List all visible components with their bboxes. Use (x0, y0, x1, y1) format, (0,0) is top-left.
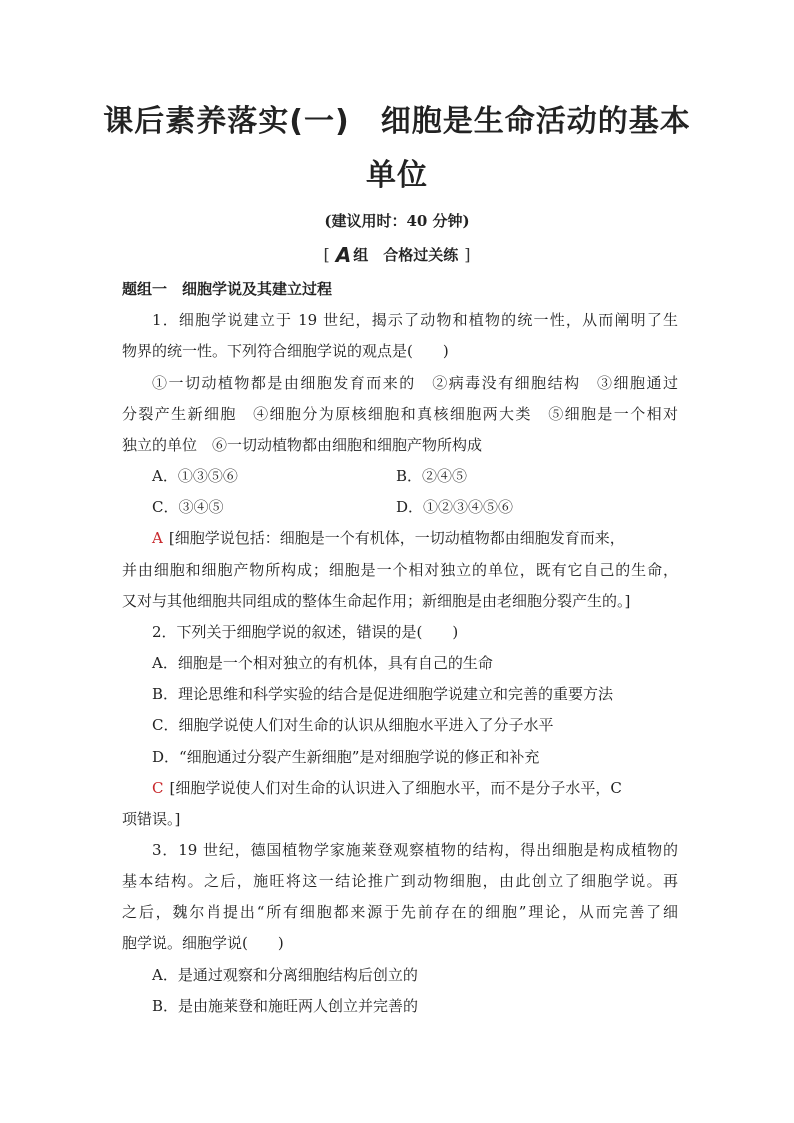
q1-statements-line2: 分裂产生新细胞 ④细胞分为原核细胞和真核细胞两大类 ⑤细胞是一个相对 (122, 405, 678, 423)
suggested-time: (建议用时：40 分钟) (324, 212, 470, 230)
q1-statements-line1: ①一切动植物都是由细胞发育而来的 ②病毒没有细胞结构 ③细胞通过 (152, 374, 678, 392)
q3-option-a: A．是通过观察和分离细胞结构后创立的 (152, 966, 418, 984)
q1-explanation-line3: 又对与其他细胞共同组成的整体生命起作用；新细胞是由老细胞分裂产生的。] (122, 592, 631, 610)
q1-stem-line1: 1．细胞学说建立于 19 世纪，揭示了动物和植物的统一性，从而阐明了生 (152, 311, 678, 329)
group-a-badge: A (335, 243, 352, 267)
group-heading (0, 243, 794, 267)
q1-explanation-line1 (152, 528, 678, 548)
q1-explanation-line2: 并由细胞和细胞产物所构成；细胞是一个相对独立的单位，既有它自己的生命， (122, 561, 678, 579)
section-heading: 题组一 细胞学说及其建立过程 (122, 280, 333, 298)
group-bracket-close: ] (464, 245, 471, 264)
q1-statements-line3: 独立的单位 ⑥一切动植物都由细胞和细胞产物所构成 (122, 436, 483, 454)
q3-option-b: B．是由施莱登和施旺两人创立并完善的 (152, 997, 419, 1015)
q2-explanation-text: [细胞学说使人们对生命的认识进入了细胞水平，而不是分子水平，C (169, 779, 622, 797)
group-label: 组 合格过关练 (353, 246, 459, 264)
q2-explanation-line2: 项错误。] (122, 810, 181, 828)
q2-option-a: A．细胞是一个相对独立的有机体，具有自己的生命 (152, 654, 493, 672)
q3-stem-line2: 基本结构。之后，施旺将这一结论推广到动物细胞，由此创立了细胞学说。再 (122, 872, 678, 890)
q1-answer: A (152, 529, 163, 547)
q2-option-d: D．“细胞通过分裂产生新细胞”是对细胞学说的修正和补充 (152, 748, 540, 766)
q1-stem-line2: 物界的统一性。下列符合细胞学说的观点是( ) (122, 342, 449, 360)
q3-stem-line1: 3．19 世纪，德国植物学家施莱登观察植物的结构，得出细胞是构成植物的 (152, 841, 678, 859)
q1-option-b: B．②④⑤ (396, 467, 468, 485)
q2-explanation-line1 (152, 778, 678, 798)
page-title-line1: 课后素养落实(一) 细胞是生命活动的基本 (103, 104, 691, 139)
q3-stem-line4: 胞学说。细胞学说( ) (122, 934, 284, 952)
q2-option-c: C．细胞学说使人们对生命的认识从细胞水平进入了分子水平 (152, 716, 554, 734)
q1-option-c: C．③④⑤ (152, 498, 224, 516)
q1-explanation-text: [细胞学说包括：细胞是一个有机体，一切动植物都由细胞发育而来， (168, 529, 625, 547)
q1-option-d: D．①②③④⑤⑥ (396, 498, 514, 516)
q1-option-a: A．①③⑤⑥ (152, 467, 238, 485)
q2-answer: C (152, 779, 164, 797)
group-bracket-open: [ (323, 245, 330, 264)
q2-stem: 2．下列关于细胞学说的叙述，错误的是( ) (152, 623, 459, 641)
page-title-line2: 单位 (366, 158, 428, 193)
q2-option-b: B．理论思维和科学实验的结合是促进细胞学说建立和完善的重要方法 (152, 685, 614, 703)
q3-stem-line3: 之后，魏尔肖提出“所有细胞都来源于先前存在的细胞”理论，从而完善了细 (122, 903, 678, 921)
